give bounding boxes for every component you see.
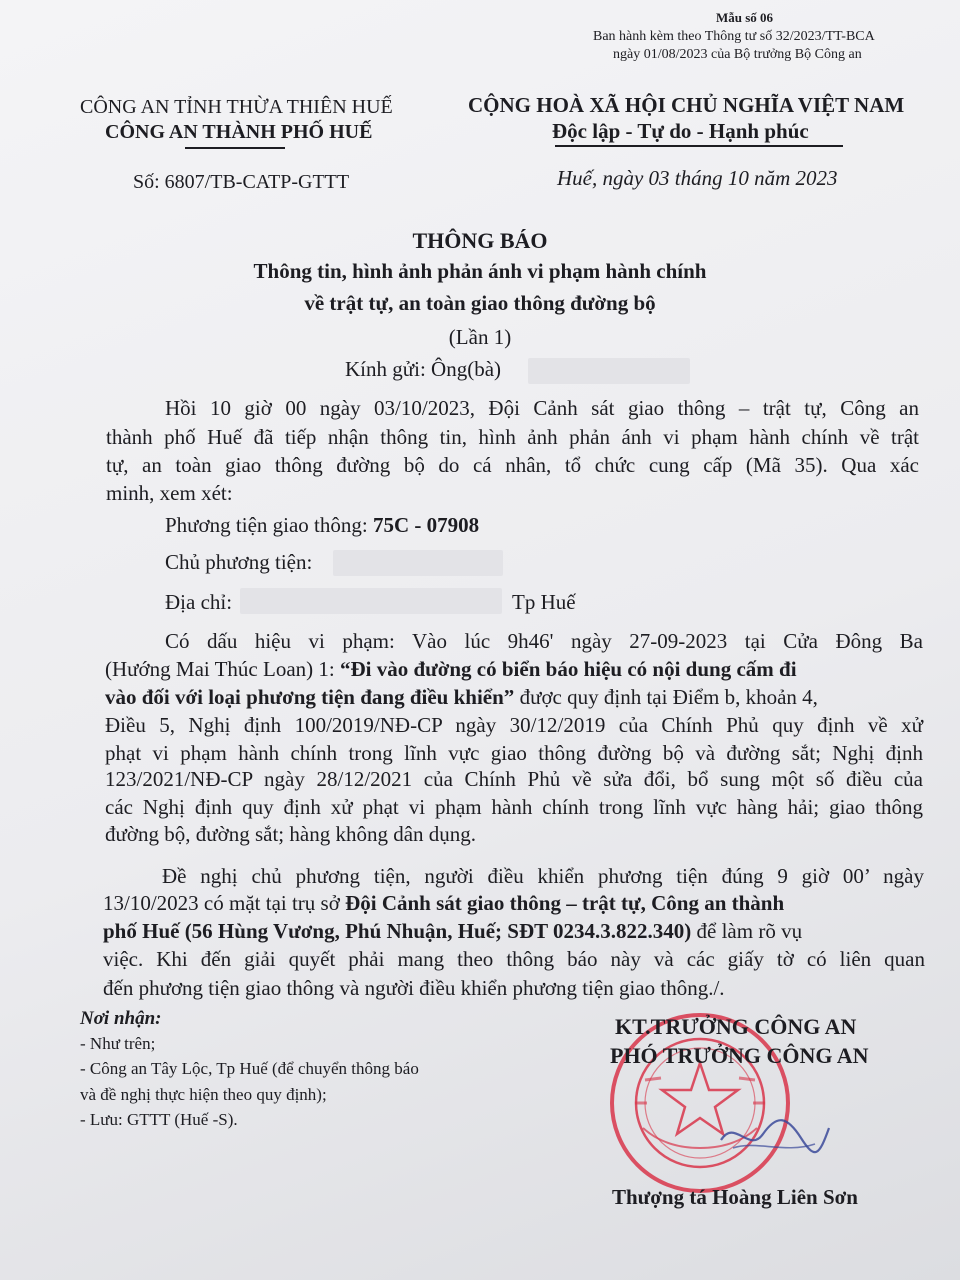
document-number: Số: 6807/TB-CATP-GTTT: [133, 171, 350, 193]
paragraph-1-line-1: Hồi 10 giờ 00 ngày 03/10/2023, Đội Cảnh sát giao thông – trật tự, Công an: [165, 396, 919, 420]
signature-scribble: [715, 1110, 835, 1165]
redacted-address: [240, 588, 502, 614]
address-city: Tp Huế: [512, 590, 576, 614]
request-line-1: Đề nghị chủ phương tiện, người điều khiển phương tiện đúng 9 giờ 00’ ngày: [162, 864, 924, 888]
request-line-4: việc. Khi đến giải quyết phải mang theo thông báo này và các giấy tờ có liên quan: [103, 947, 925, 971]
address-label: Địa chỉ:: [165, 590, 233, 614]
violation-location: (Hướng Mai Thúc Loan) 1:: [105, 657, 340, 681]
signature-title-1: KT.TRƯỞNG CÔNG AN: [615, 1014, 857, 1039]
violation-description: “Đi vào đường có biển báo hiệu có nội dung cấm đi: [339, 657, 797, 681]
nation-line1: CỘNG HOÀ XÃ HỘI CHỦ NGHĨA VIỆT NAM: [468, 93, 905, 117]
vehicle-label: Phương tiện giao thông:: [165, 513, 368, 537]
violation-line-4: Điều 5, Nghị định 100/2019/NĐ-CP ngày 30/12/2019 của Chính Phủ quy định về xử: [105, 713, 923, 737]
redacted-recipient-name: [528, 358, 690, 384]
violation-description-cont: vào đối với loại phương tiện đang điều khiển”: [105, 685, 515, 709]
violation-line-3: [105, 683, 818, 712]
vehicle-field: [165, 511, 479, 540]
nation-motto: Độc lập - Tự do - Hạnh phúc: [552, 119, 809, 143]
violation-line-8: đường bộ, đường sắt; hàng không dân dụng.: [105, 822, 477, 846]
form-issued-line2: ngày 01/08/2023 của Bộ trưởng Bộ Công an: [613, 47, 862, 62]
agency-underline: [185, 147, 285, 149]
motto-underline: [555, 145, 843, 147]
recipients-item-3: - Lưu: GTTT (Huế -S).: [80, 1110, 238, 1129]
recipients-item-2-cont: và đề nghị thực hiện theo quy định);: [80, 1085, 327, 1104]
notice-count: (Lần 1): [448, 325, 512, 349]
recipients-title: Nơi nhận:: [80, 1008, 162, 1029]
agency-line2: CÔNG AN THÀNH PHỐ HUẾ: [105, 121, 373, 143]
request-office: Đội Cảnh sát giao thông – trật tự, Công an thành: [345, 891, 785, 915]
agency-line1: CÔNG AN TỈNH THỪA THIÊN HUẾ: [80, 96, 393, 118]
request-address: phố Huế (56 Hùng Vương, Phú Nhuận, Huế; SĐT 0234.3.822.340): [103, 919, 692, 943]
form-issued-line1: Ban hành kèm theo Thông tư số 32/2023/TT-BCA: [593, 29, 875, 44]
form-number: Mẫu số 06: [716, 10, 774, 25]
recipient-salutation: Kính gửi: Ông(bà): [345, 357, 502, 381]
signer-name: Thượng tá Hoàng Liên Sơn: [612, 1185, 858, 1209]
paragraph-1-line-4: minh, xem xét:: [106, 481, 233, 505]
violation-legal-ref: được quy định tại Điểm b, khoản 4,: [514, 685, 818, 709]
request-line-2: [103, 889, 784, 918]
recipients-item-2: - Công an Tây Lộc, Tp Huế (để chuyển thông báo: [80, 1059, 419, 1078]
violation-line-2: [105, 655, 797, 684]
request-line-3: [103, 917, 802, 946]
violation-line-1: Có dấu hiệu vi phạm: Vào lúc 9h46' ngày 27-09-2023 tại Cửa Đông Ba: [165, 629, 923, 653]
signature-title-2: PHÓ TRƯỞNG CÔNG AN: [610, 1043, 869, 1068]
paragraph-1-line-3: tự, an toàn giao thông đường bộ do cá nhân, tổ chức cung cấp (Mã 35). Qua xác: [106, 453, 919, 477]
violation-line-6: 123/2021/NĐ-CP ngày 28/12/2021 của Chính Phủ về sửa đổi, bổ sung một số điều của: [105, 767, 923, 791]
request-purpose: để làm rõ vụ: [691, 919, 803, 943]
document-subtitle-2: về trật tự, an toàn giao thông đường bộ: [304, 291, 656, 315]
owner-label: Chủ phương tiện:: [165, 550, 313, 574]
paragraph-1-line-2: thành phố Huế đã tiếp nhận thông tin, hình ảnh phản ánh vi phạm hành chính về trật: [106, 425, 919, 449]
document-title: THÔNG BÁO: [412, 228, 548, 253]
license-plate: 75C - 07908: [372, 513, 480, 537]
recipients-item-1: - Như trên;: [80, 1034, 156, 1053]
document-subtitle-1: Thông tin, hình ảnh phản ánh vi phạm hành chính: [253, 259, 707, 283]
violation-line-7: các Nghị định quy định xử phạt vi phạm hành chính trong lĩnh vực hàng hải; giao thông: [105, 795, 923, 819]
issue-date: Huế, ngày 03 tháng 10 năm 2023: [557, 166, 838, 190]
violation-line-5: phạt vi phạm hành chính trong lĩnh vực giao thông đường bộ và đường sắt; Nghị định: [105, 741, 923, 765]
request-line-5: đến phương tiện giao thông và người điều khiển phương tiện giao thông./.: [103, 976, 725, 1000]
redacted-owner: [333, 550, 503, 576]
request-date: 13/10/2023 có mặt tại trụ sở: [103, 891, 346, 915]
